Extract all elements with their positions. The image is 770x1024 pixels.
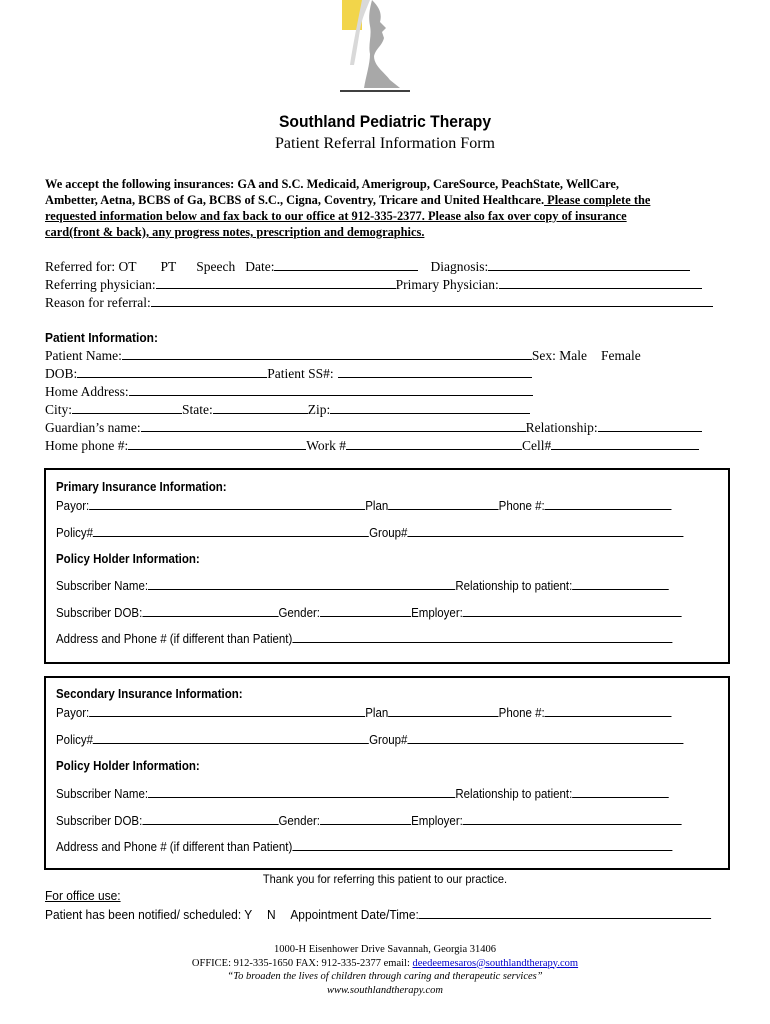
footer-address: 1000-H Eisenhower Drive Savannah, Georgia 31406: [273, 944, 496, 955]
plan-label: Plan: [365, 706, 389, 720]
page-title: Southland Pediatric Therapy: [278, 112, 492, 131]
secondary-group-field[interactable]: [407, 732, 683, 744]
primary-relationship-field[interactable]: [572, 578, 669, 590]
relationship-field[interactable]: [598, 419, 702, 432]
logo: [330, 0, 420, 95]
guardian-label: Guardian’s name:: [45, 420, 141, 435]
dob-row: [45, 365, 532, 382]
sex-female-option[interactable]: Female: [600, 348, 641, 363]
primary-employer-field[interactable]: [463, 605, 682, 617]
secondary-insurance-heading: Secondary Insurance Information:: [56, 687, 243, 701]
referring-physician-label: Referring physician:: [45, 277, 156, 292]
city-field[interactable]: [72, 401, 182, 414]
relationship-label: Relationship:: [525, 420, 598, 435]
secondary-gender-field[interactable]: [320, 813, 411, 825]
home-address-row: [45, 383, 533, 400]
patient-ss-label: Patient SS#:: [267, 366, 334, 381]
gender-label: Gender:: [278, 814, 320, 828]
address-phone-label: Address and Phone # (if different than Patient): [56, 632, 293, 646]
secondary-subscriber-name-field[interactable]: [148, 786, 455, 798]
footer-motto: “To broaden the lives of children through caring and therapeutic services”: [227, 971, 543, 982]
primary-subscriber-dob-field[interactable]: [142, 605, 278, 617]
employer-label: Employer:: [411, 606, 463, 620]
payor-label: Payor:: [56, 499, 90, 513]
primary-plan-field[interactable]: [388, 498, 498, 510]
diagnosis-field[interactable]: [488, 258, 690, 271]
home-phone-label: Home phone #:: [45, 438, 129, 453]
primary-physician-label: Primary Physician:: [395, 277, 499, 292]
primary-insurance-box: [44, 468, 730, 664]
date-field[interactable]: [274, 258, 418, 271]
secondary-employer-field[interactable]: [463, 813, 682, 825]
plan-label: Plan: [365, 499, 389, 513]
state-field[interactable]: [213, 401, 308, 414]
home-phone-field[interactable]: [128, 437, 306, 450]
primary-holder-heading: Policy Holder Information:: [56, 552, 200, 566]
diagnosis-label: Diagnosis:: [430, 259, 489, 274]
primary-physician-field[interactable]: [499, 276, 702, 289]
secondary-subscriber-dob-field[interactable]: [142, 813, 278, 825]
gender-label: Gender:: [278, 606, 320, 620]
subscriber-name-label: Subscriber Name:: [56, 787, 149, 801]
notified-yes-option[interactable]: Patient has been notified/ scheduled: Y: [45, 907, 253, 922]
secondary-insurance-box: [44, 676, 730, 870]
zip-field[interactable]: [330, 401, 530, 414]
group-label: Group#: [369, 526, 408, 540]
secondary-dob-row: [56, 813, 682, 828]
secondary-payor-row: [56, 705, 672, 720]
reason-label: Reason for referral:: [45, 295, 151, 310]
page-subtitle: Patient Referral Information Form: [275, 135, 495, 152]
footer-website[interactable]: www.southlandtherapy.com: [327, 984, 443, 996]
primary-dob-row: [56, 605, 682, 620]
appointment-field[interactable]: [419, 906, 712, 919]
appointment-label: Appointment Date/Time:: [290, 907, 419, 922]
relationship-to-patient-label: Relationship to patient:: [455, 787, 573, 801]
secondary-address-field[interactable]: [292, 839, 672, 851]
pt-option[interactable]: PT: [160, 259, 177, 274]
intro-line-2: Ambetter, Aetna, BCBS of Ga, BCBS of S.C., Cigna, Coventry, Tricare and United Healthcare. Please complete the: [45, 193, 651, 207]
patient-name-label: Patient Name:: [45, 348, 122, 363]
office-use-heading: For office use:: [45, 888, 121, 903]
thank-you-note: Thank you for referring this patient to our practice.: [262, 872, 508, 886]
phone-row: [45, 437, 699, 454]
relationship-to-patient-label: Relationship to patient:: [455, 579, 573, 593]
policy-label: Policy#: [56, 526, 94, 540]
primary-payor-row: [56, 498, 672, 513]
secondary-address-row: [56, 839, 672, 854]
email-link[interactable]: deedeemesaros@southlandtherapy.com: [412, 957, 579, 969]
primary-group-field[interactable]: [407, 525, 683, 537]
intro-line-1: We accept the following insurances: GA and S.C. Medicaid, Amerigroup, CareSource, PeachState, WellCare,: [45, 177, 619, 191]
secondary-relationship-field[interactable]: [572, 786, 669, 798]
primary-subscriber-row: [56, 578, 669, 593]
intro-line-3: requested information below and fax back to our office at 912-335-2377. Please also fax over copy of insurance: [45, 209, 627, 223]
work-phone-label: Work #: [306, 438, 347, 453]
cell-phone-field[interactable]: [551, 437, 699, 450]
home-address-label: Home Address:: [45, 384, 129, 399]
secondary-policy-field[interactable]: [93, 732, 369, 744]
patient-name-row: [45, 347, 641, 364]
primary-address-field[interactable]: [292, 631, 672, 643]
state-label: State:: [182, 402, 213, 417]
footer: [0, 943, 770, 997]
primary-policy-row: [56, 525, 683, 540]
phone-label: Phone #:: [498, 499, 545, 513]
subscriber-name-label: Subscriber Name:: [56, 579, 149, 593]
home-address-field[interactable]: [129, 383, 533, 396]
primary-phone-field[interactable]: [545, 498, 672, 510]
dob-field[interactable]: [77, 365, 267, 378]
cell-phone-label: Cell#: [522, 438, 552, 453]
subscriber-dob-label: Subscriber DOB:: [56, 606, 143, 620]
dob-label: DOB:: [45, 366, 78, 381]
patient-ss-field[interactable]: [338, 365, 532, 378]
address-phone-label: Address and Phone # (if different than Patient): [56, 840, 293, 854]
primary-subscriber-name-field[interactable]: [148, 578, 455, 590]
referral-row: [45, 258, 690, 275]
referred-for-label[interactable]: Referred for: OT: [45, 259, 137, 274]
city-row: [45, 401, 530, 418]
primary-address-row: [56, 631, 672, 646]
sex-male-option[interactable]: Sex: Male: [531, 348, 587, 363]
secondary-policy-row: [56, 732, 683, 747]
guardian-field[interactable]: [141, 419, 526, 432]
notified-no-option[interactable]: N: [266, 907, 276, 922]
secondary-holder-heading: Policy Holder Information:: [56, 759, 200, 773]
primary-gender-field[interactable]: [320, 605, 411, 617]
primary-payor-field[interactable]: [89, 498, 365, 510]
work-phone-field[interactable]: [346, 437, 522, 450]
guardian-row: [45, 419, 702, 436]
intro-line-4: card(front & back), any progress notes, prescription and demographics.: [45, 225, 425, 239]
primary-insurance-heading: Primary Insurance Information:: [56, 480, 227, 494]
secondary-phone-field[interactable]: [545, 705, 672, 717]
payor-label: Payor:: [56, 706, 90, 720]
secondary-plan-field[interactable]: [388, 705, 498, 717]
patient-info-heading: Patient Information:: [45, 330, 158, 345]
phone-label: Phone #:: [498, 706, 545, 720]
policy-label: Policy#: [56, 733, 94, 747]
reason-row: [45, 294, 713, 311]
secondary-subscriber-row: [56, 786, 669, 801]
reason-field[interactable]: [151, 294, 713, 307]
footer-contact: OFFICE: 912-335-1650 FAX: 912-335-2377 email: deedeemesaros@southlandtherapy.com: [191, 957, 579, 969]
primary-policy-field[interactable]: [93, 525, 369, 537]
speech-option[interactable]: Speech: [196, 259, 236, 274]
subscriber-dob-label: Subscriber DOB:: [56, 814, 143, 828]
referring-physician-field[interactable]: [156, 276, 396, 289]
zip-label: Zip:: [307, 402, 331, 417]
secondary-payor-field[interactable]: [89, 705, 365, 717]
intro-paragraph: [45, 176, 735, 240]
patient-name-field[interactable]: [122, 347, 532, 360]
office-use-row: [45, 906, 711, 922]
date-label: Date:: [245, 259, 275, 274]
physician-row: [45, 276, 702, 293]
employer-label: Employer:: [411, 814, 463, 828]
group-label: Group#: [369, 733, 408, 747]
city-label: City:: [45, 402, 73, 417]
